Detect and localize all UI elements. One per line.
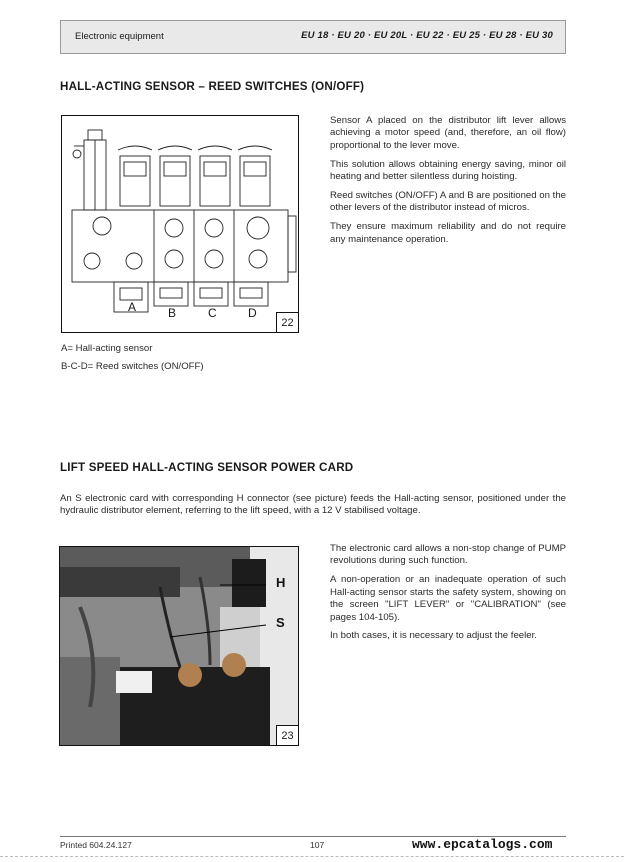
figure-label-s: S — [276, 615, 285, 630]
power-card-photo — [60, 547, 298, 745]
header-section-title: Electronic equipment — [75, 31, 164, 42]
figure-23-power-card-photo — [59, 546, 299, 746]
watermark-link[interactable]: www.epcatalogs.com — [412, 837, 553, 852]
figure-number-23: 23 — [276, 725, 298, 745]
page-bottom-edge — [0, 856, 624, 857]
section2-paragraph: In both cases, it is necessary to adjust the feeler. — [330, 630, 537, 642]
header-model-list: EU 18 · EU 20 · EU 20L · EU 22 · EU 25 · EU 28 · EU 30 — [301, 30, 553, 41]
section1-text-block — [330, 115, 566, 253]
figure-22-distributor-diagram — [61, 115, 299, 333]
section-title-power-card: LIFT SPEED HALL-ACTING SENSOR POWER CARD — [60, 461, 354, 474]
section2-paragraph: The electronic card allows a non-stop change of PUMP revolutions during such function. — [330, 543, 566, 567]
section1-paragraph: Sensor A placed on the distributor lift lever allows achieving a motor speed (and, therefore, an oil flow) proportional to the lever move. — [330, 115, 566, 151]
distributor-drawing — [62, 116, 298, 332]
figure-label-a: A — [128, 300, 137, 314]
footer-printed-code: Printed 604.24.127 — [60, 840, 132, 850]
section2-intro: An S electronic card with corresponding H connector (see picture) feeds the Hall-acting sensor, positioned under the hydraulic distributor element, referring to the lift speed, with a 12 V stabilised voltage. — [60, 493, 566, 517]
figure-label-d: D — [248, 306, 257, 320]
section2-text-block — [330, 543, 566, 649]
section1-paragraph: This solution allows obtaining energy saving, minor oil heating and better silentless during hoisting. — [330, 158, 566, 183]
section-title-reed-switches: HALL-ACTING SENSOR – REED SWITCHES (ON/OFF) — [60, 80, 365, 93]
figure-number-22: 22 — [276, 312, 298, 332]
section2-paragraph: A non-operation or an inadequate operation of such Hall-acting sensor starts the safety system, showing on the screen "LIFT LEVER" or "CALIBRATION" (see pages 104-105). — [330, 574, 566, 623]
page-header — [60, 20, 566, 54]
figure-label-h: H — [276, 575, 286, 590]
footer-page-number: 107 — [310, 840, 325, 850]
section1-paragraph: Reed switches (ON/OFF) A and B are positioned on the other levers of the distributor instead of micros. — [330, 190, 566, 214]
figure-legend-a: A= Hall-acting sensor — [61, 343, 153, 354]
figure-label-c: C — [208, 306, 217, 320]
figure-legend-bcd: B-C-D= Reed switches (ON/OFF) — [61, 361, 204, 372]
figure-label-b: B — [168, 306, 177, 320]
section1-paragraph: They ensure maximum reliability and do not require any maintenance operation. — [330, 221, 566, 245]
